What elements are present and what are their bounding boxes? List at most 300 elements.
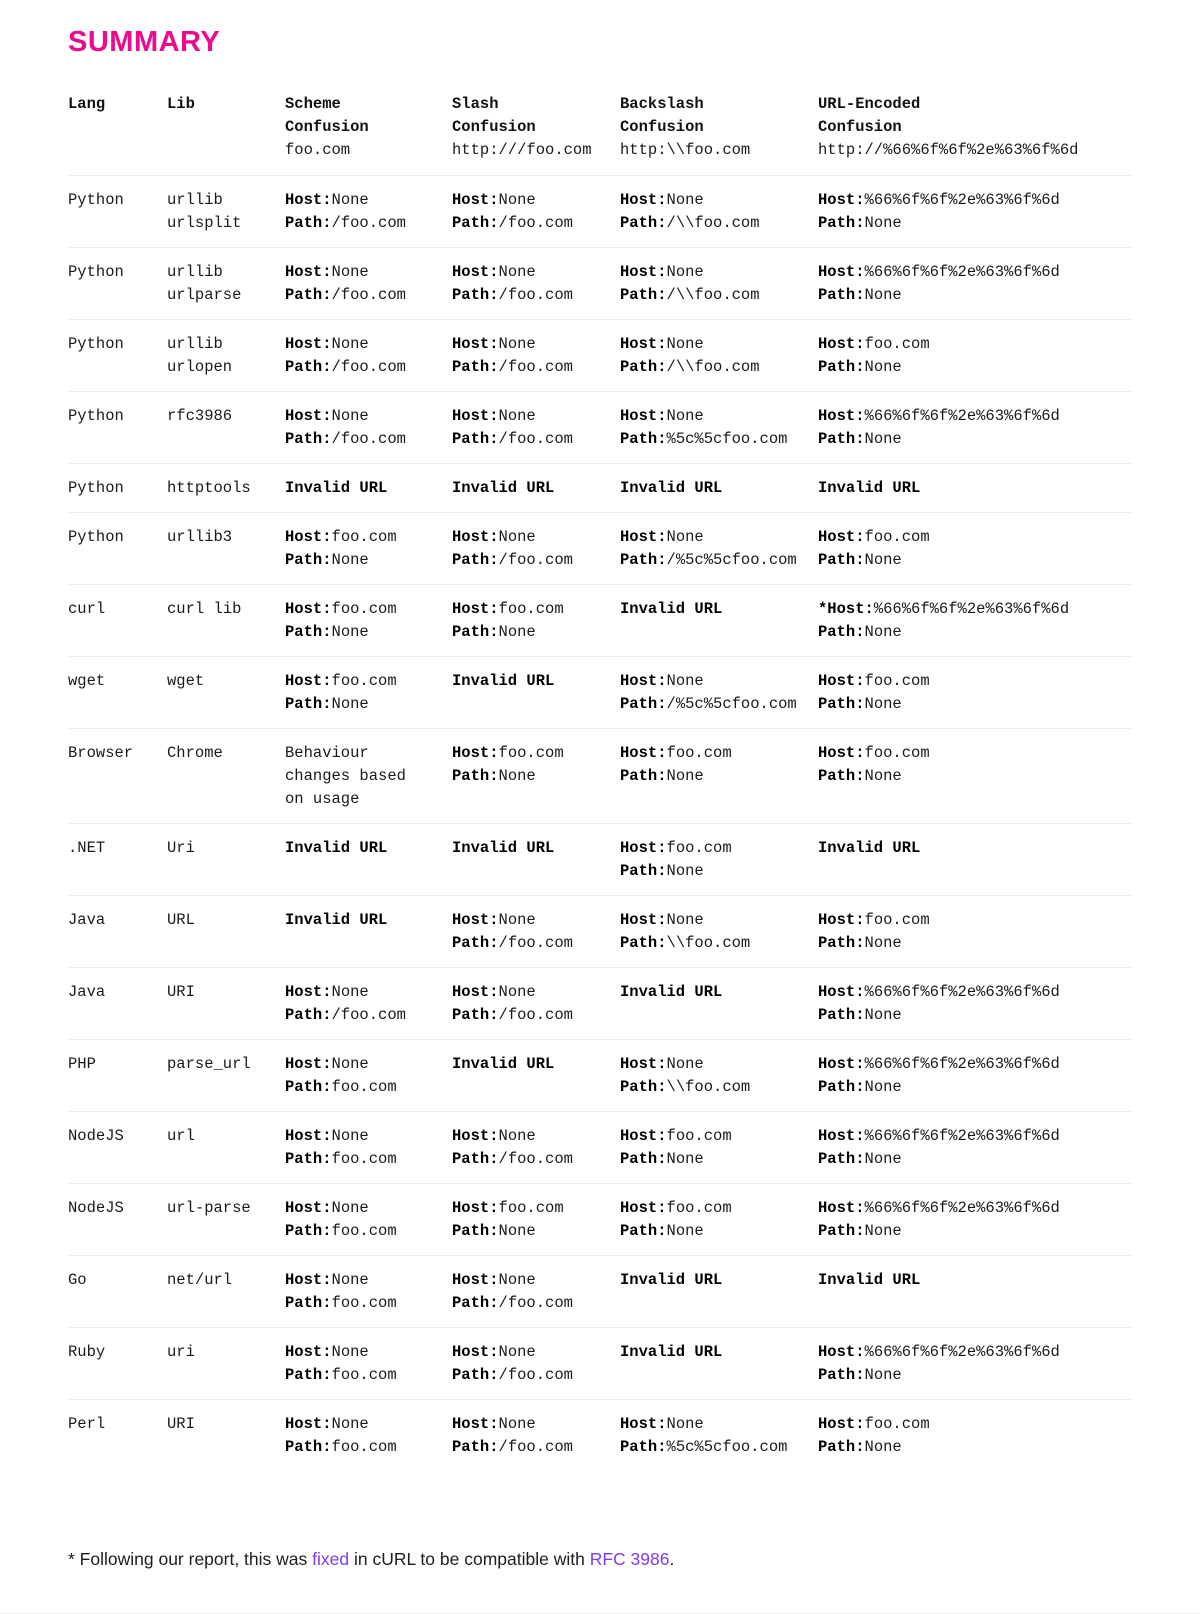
path-line: Path:None — [818, 214, 902, 232]
column-header-line: Backslash — [620, 95, 704, 113]
path-line: Path:None — [620, 1150, 704, 1168]
lang-label: Python — [68, 407, 124, 425]
table-row — [68, 656, 1132, 728]
path-label: Path: — [620, 1222, 667, 1240]
path-label: Path: — [818, 1006, 865, 1024]
result-cell — [452, 477, 620, 500]
result-cell — [818, 1341, 1132, 1387]
result-cell — [620, 981, 818, 1027]
host-label: Host: — [452, 1199, 499, 1217]
host-label: Host: — [620, 1415, 667, 1433]
path-label: Path: — [620, 695, 667, 713]
path-label: Path: — [620, 1078, 667, 1096]
path-label: Path: — [818, 1078, 865, 1096]
host-line: Host:None — [285, 191, 369, 209]
host-line: Host:foo.com — [818, 1415, 930, 1433]
host-label: Host: — [452, 983, 499, 1001]
result-cell — [620, 837, 818, 883]
footnote-text: in cURL to be compatible with — [349, 1549, 590, 1569]
path-line: Path:foo.com — [285, 1222, 397, 1240]
host-line: Host:None — [285, 1199, 369, 1217]
table-row — [68, 319, 1132, 391]
host-label: Host: — [285, 1199, 332, 1217]
host-label: Host: — [620, 528, 667, 546]
result-cell — [452, 1341, 620, 1387]
behaviour-note-line: Behaviour — [285, 744, 369, 762]
result-cell — [285, 333, 452, 379]
path-line: Path:foo.com — [285, 1294, 397, 1312]
path-label: Path: — [285, 430, 332, 448]
lang-cell — [68, 1125, 167, 1171]
result-cell — [452, 1053, 620, 1099]
host-line: Host:None — [452, 1415, 536, 1433]
host-label: Host: — [285, 672, 332, 690]
path-line: Path:/%5c%5cfoo.com — [620, 551, 797, 569]
lang-cell — [68, 405, 167, 451]
invalid-url-label: Invalid URL — [620, 479, 723, 497]
host-line: Host:None — [285, 407, 369, 425]
host-label: Host: — [818, 1199, 865, 1217]
result-cell — [285, 742, 452, 811]
path-line: Path:%5c%5cfoo.com — [620, 1438, 788, 1456]
host-line: Host:foo.com — [818, 744, 930, 762]
path-label: Path: — [452, 286, 499, 304]
path-label: Path: — [818, 358, 865, 376]
column-header — [167, 93, 285, 162]
host-line: Host:None — [452, 1127, 536, 1145]
host-label: Host: — [818, 1127, 865, 1145]
path-label: Path: — [620, 358, 667, 376]
host-line: Host:foo.com — [818, 911, 930, 929]
host-line: Host:None — [452, 1343, 536, 1361]
host-label: Host: — [452, 1343, 499, 1361]
path-line: Path:foo.com — [285, 1438, 397, 1456]
host-line: Host:None — [285, 263, 369, 281]
path-line: Path:None — [818, 1078, 902, 1096]
host-line: Host:%66%6f%6f%2e%63%6f%6d — [818, 1055, 1060, 1073]
table-row — [68, 1039, 1132, 1111]
lib-cell — [167, 909, 285, 955]
column-header-line: Confusion — [818, 118, 902, 136]
host-line: Host:None — [452, 335, 536, 353]
path-line: Path:None — [818, 286, 902, 304]
host-line: Host:None — [285, 1415, 369, 1433]
host-line: Host:foo.com — [285, 528, 397, 546]
result-cell — [285, 526, 452, 572]
lib-label: urllib — [167, 191, 223, 209]
result-cell — [452, 189, 620, 235]
result-cell — [818, 1125, 1132, 1171]
host-label: Host: — [285, 600, 332, 618]
rfc-3986-link[interactable]: RFC 3986 — [589, 1549, 670, 1569]
lang-cell — [68, 742, 167, 811]
result-cell — [452, 333, 620, 379]
result-cell — [285, 598, 452, 644]
host-line: Host:None — [285, 983, 369, 1001]
result-cell — [285, 670, 452, 716]
host-label: Host: — [620, 672, 667, 690]
lib-label: urlopen — [167, 358, 233, 376]
result-cell — [452, 837, 620, 883]
host-line: Host:None — [620, 191, 704, 209]
result-cell — [620, 909, 818, 955]
host-line: Host:None — [285, 1271, 369, 1289]
lib-cell — [167, 981, 285, 1027]
table-header — [68, 93, 1132, 175]
footnote-text: * Following our report, this was — [68, 1549, 313, 1569]
path-line: Path:None — [818, 1222, 902, 1240]
invalid-url-label: Invalid URL — [620, 1343, 723, 1361]
host-line: Host:None — [285, 335, 369, 353]
host-label: Host: — [620, 1127, 667, 1145]
path-line: Path:None — [620, 862, 704, 880]
lang-label: NodeJS — [68, 1127, 124, 1145]
table-row — [68, 512, 1132, 584]
host-line: Host:foo.com — [285, 672, 397, 690]
host-line: Host:None — [620, 1415, 704, 1433]
path-label: Path: — [818, 1366, 865, 1384]
footnote — [68, 1549, 1132, 1570]
host-label: Host: — [620, 744, 667, 762]
result-cell — [818, 837, 1132, 883]
table-row — [68, 895, 1132, 967]
column-header-line: Scheme — [285, 95, 341, 113]
path-line: Path:None — [818, 1438, 902, 1456]
path-line: Path:/foo.com — [285, 358, 406, 376]
host-label: Host: — [818, 191, 865, 209]
column-header — [620, 93, 818, 162]
lib-cell — [167, 189, 285, 235]
lib-label: httptools — [167, 479, 251, 497]
path-label: Path: — [620, 551, 667, 569]
path-label: Path: — [818, 695, 865, 713]
lang-label: Perl — [68, 1415, 106, 1433]
lib-cell — [167, 742, 285, 811]
host-label: Host: — [452, 744, 499, 762]
host-line: Host:%66%6f%6f%2e%63%6f%6d — [818, 983, 1060, 1001]
lang-label: Python — [68, 263, 124, 281]
path-label: Path: — [285, 358, 332, 376]
host-line: Host:None — [285, 1343, 369, 1361]
result-cell — [620, 333, 818, 379]
lib-cell — [167, 1125, 285, 1171]
path-label: Path: — [818, 1150, 865, 1168]
host-label: Host: — [285, 335, 332, 353]
path-label: Path: — [620, 862, 667, 880]
invalid-url-label: Invalid URL — [818, 839, 921, 857]
host-line: Host:None — [285, 1055, 369, 1073]
path-line: Path:None — [818, 1150, 902, 1168]
path-line: Path:/foo.com — [285, 286, 406, 304]
path-line: Path:None — [285, 551, 369, 569]
path-line: Path:None — [452, 1222, 536, 1240]
path-label: Path: — [452, 430, 499, 448]
lang-cell — [68, 1269, 167, 1315]
path-line: Path:/\\foo.com — [620, 286, 760, 304]
table-row — [68, 1327, 1132, 1399]
result-cell — [452, 1269, 620, 1315]
path-label: Path: — [452, 623, 499, 641]
lang-label: Java — [68, 983, 106, 1001]
host-label: Host: — [285, 1271, 332, 1289]
host-line: Host:%66%6f%6f%2e%63%6f%6d — [818, 263, 1060, 281]
host-label: Host: — [452, 263, 499, 281]
result-cell — [620, 526, 818, 572]
lang-label: Python — [68, 335, 124, 353]
footnote-text: . — [669, 1549, 675, 1569]
lang-cell — [68, 837, 167, 883]
path-label: Path: — [452, 1294, 499, 1312]
path-label: Path: — [620, 1438, 667, 1456]
result-cell — [620, 1341, 818, 1387]
result-cell — [452, 1197, 620, 1243]
path-line: Path:\\foo.com — [620, 1078, 751, 1096]
path-line: Path:/foo.com — [452, 1006, 573, 1024]
result-cell — [452, 405, 620, 451]
result-cell — [620, 742, 818, 811]
host-line: Host:None — [452, 983, 536, 1001]
path-line: Path:\\foo.com — [620, 934, 751, 952]
path-line: Path:/foo.com — [452, 551, 573, 569]
host-label: Host: — [285, 407, 332, 425]
host-line: Host:foo.com — [620, 839, 732, 857]
table-row — [68, 823, 1132, 895]
column-header-line: Confusion — [452, 118, 536, 136]
lib-label: Uri — [167, 839, 195, 857]
invalid-url-label: Invalid URL — [818, 1271, 921, 1289]
lang-label: NodeJS — [68, 1199, 124, 1217]
result-cell — [620, 1269, 818, 1315]
lang-cell — [68, 189, 167, 235]
host-label: Host: — [285, 528, 332, 546]
path-line: Path:/foo.com — [285, 1006, 406, 1024]
path-line: Path:foo.com — [285, 1150, 397, 1168]
column-example-url: foo.com — [285, 141, 351, 159]
path-label: Path: — [818, 286, 865, 304]
table-row — [68, 175, 1132, 247]
host-label: Host: — [818, 1055, 865, 1073]
lib-label: wget — [167, 672, 205, 690]
host-label: Host: — [452, 407, 499, 425]
lang-cell — [68, 1197, 167, 1243]
column-header — [818, 93, 1132, 162]
path-line: Path:foo.com — [285, 1366, 397, 1384]
host-line: Host:foo.com — [818, 528, 930, 546]
host-line: Host:foo.com — [818, 335, 930, 353]
lang-label: Go — [68, 1271, 87, 1289]
lib-label: urllib — [167, 335, 223, 353]
table-row — [68, 391, 1132, 463]
host-line: Host:None — [452, 407, 536, 425]
host-label: Host: — [285, 1127, 332, 1145]
invalid-url-label: Invalid URL — [620, 983, 723, 1001]
lang-cell — [68, 1413, 167, 1459]
path-label: Path: — [285, 623, 332, 641]
path-line: Path:foo.com — [285, 1078, 397, 1096]
result-cell — [452, 909, 620, 955]
result-cell — [285, 477, 452, 500]
host-label: *Host: — [818, 600, 874, 618]
invalid-url-label: Invalid URL — [452, 1055, 555, 1073]
path-line: Path:/\\foo.com — [620, 358, 760, 376]
result-cell — [620, 1413, 818, 1459]
path-line: Path:/foo.com — [452, 1438, 573, 1456]
host-label: Host: — [818, 407, 865, 425]
path-label: Path: — [818, 767, 865, 785]
host-line: Host:None — [620, 528, 704, 546]
path-label: Path: — [285, 1150, 332, 1168]
host-label: Host: — [818, 1415, 865, 1433]
result-cell — [452, 981, 620, 1027]
lang-label: curl — [68, 600, 106, 618]
path-line: Path:/foo.com — [452, 430, 573, 448]
lib-label: parse_url — [167, 1055, 251, 1073]
path-line: Path:None — [452, 767, 536, 785]
result-cell — [285, 1269, 452, 1315]
path-label: Path: — [452, 214, 499, 232]
lang-cell — [68, 477, 167, 500]
host-line: *Host:%66%6f%6f%2e%63%6f%6d — [818, 600, 1070, 618]
host-label: Host: — [285, 983, 332, 1001]
lib-label: url-parse — [167, 1199, 251, 1217]
lib-label: rfc3986 — [167, 407, 233, 425]
result-cell — [620, 405, 818, 451]
path-line: Path:None — [818, 623, 902, 641]
lang-cell — [68, 1341, 167, 1387]
result-cell — [452, 670, 620, 716]
host-line: Host:None — [620, 911, 704, 929]
table-row — [68, 247, 1132, 319]
result-cell — [818, 1269, 1132, 1315]
result-cell — [620, 670, 818, 716]
result-cell — [452, 1125, 620, 1171]
path-label: Path: — [285, 286, 332, 304]
path-label: Path: — [620, 767, 667, 785]
result-cell — [620, 189, 818, 235]
result-cell — [285, 1341, 452, 1387]
host-line: Host:foo.com — [452, 600, 564, 618]
result-cell — [818, 477, 1132, 500]
result-cell — [285, 1413, 452, 1459]
result-cell — [818, 598, 1132, 644]
host-line: Host:%66%6f%6f%2e%63%6f%6d — [818, 191, 1060, 209]
host-label: Host: — [818, 911, 865, 929]
lib-cell — [167, 837, 285, 883]
host-line: Host:%66%6f%6f%2e%63%6f%6d — [818, 1343, 1060, 1361]
host-label: Host: — [285, 263, 332, 281]
path-label: Path: — [452, 1222, 499, 1240]
host-label: Host: — [620, 407, 667, 425]
path-label: Path: — [818, 1438, 865, 1456]
column-example-url: http:///foo.com — [452, 141, 592, 159]
path-line: Path:/foo.com — [452, 358, 573, 376]
path-label: Path: — [285, 1078, 332, 1096]
path-line: Path:/foo.com — [285, 214, 406, 232]
lib-cell — [167, 405, 285, 451]
host-label: Host: — [818, 983, 865, 1001]
host-label: Host: — [452, 1415, 499, 1433]
invalid-url-label: Invalid URL — [620, 600, 723, 618]
result-cell — [818, 189, 1132, 235]
result-cell — [818, 333, 1132, 379]
lib-label: urlparse — [167, 286, 242, 304]
lib-cell — [167, 1197, 285, 1243]
result-cell — [818, 742, 1132, 811]
lib-cell — [167, 1053, 285, 1099]
path-line: Path:/\\foo.com — [620, 214, 760, 232]
result-cell — [620, 1125, 818, 1171]
path-line: Path:%5c%5cfoo.com — [620, 430, 788, 448]
lib-cell — [167, 598, 285, 644]
result-cell — [818, 1053, 1132, 1099]
path-line: Path:None — [285, 623, 369, 641]
path-line: Path:None — [620, 1222, 704, 1240]
invalid-url-label: Invalid URL — [285, 839, 388, 857]
host-label: Host: — [818, 528, 865, 546]
lang-cell — [68, 981, 167, 1027]
lib-label: net/url — [167, 1271, 233, 1289]
table-row — [68, 463, 1132, 512]
path-label: Path: — [452, 1150, 499, 1168]
invalid-url-label: Invalid URL — [452, 479, 555, 497]
host-label: Host: — [452, 1271, 499, 1289]
path-label: Path: — [285, 1366, 332, 1384]
lang-label: Python — [68, 528, 124, 546]
path-label: Path: — [620, 286, 667, 304]
host-label: Host: — [452, 600, 499, 618]
path-label: Path: — [818, 1222, 865, 1240]
host-line: Host:foo.com — [620, 1127, 732, 1145]
host-line: Host:None — [452, 191, 536, 209]
path-line: Path:None — [818, 358, 902, 376]
lib-label: urlsplit — [167, 214, 242, 232]
host-label: Host: — [285, 191, 332, 209]
table-body — [68, 175, 1132, 1471]
column-header — [452, 93, 620, 162]
host-label: Host: — [620, 1199, 667, 1217]
lang-label: Python — [68, 479, 124, 497]
path-line: Path:None — [818, 1006, 902, 1024]
path-line: Path:None — [818, 767, 902, 785]
fixed-link[interactable]: fixed — [312, 1549, 350, 1569]
path-line: Path:/foo.com — [452, 214, 573, 232]
lib-cell — [167, 526, 285, 572]
path-label: Path: — [285, 1006, 332, 1024]
lang-cell — [68, 526, 167, 572]
host-label: Host: — [620, 1055, 667, 1073]
result-cell — [285, 909, 452, 955]
column-header-line: Lang — [68, 95, 106, 113]
path-line: Path:None — [818, 695, 902, 713]
host-line: Host:foo.com — [620, 1199, 732, 1217]
result-cell — [285, 1053, 452, 1099]
result-cell — [818, 526, 1132, 572]
invalid-url-label: Invalid URL — [818, 479, 921, 497]
lib-cell — [167, 333, 285, 379]
path-label: Path: — [620, 934, 667, 952]
column-header-line: Confusion — [285, 118, 369, 136]
lib-cell — [167, 1341, 285, 1387]
path-line: Path:None — [818, 1366, 902, 1384]
lang-cell — [68, 670, 167, 716]
column-header-line: Lib — [167, 95, 195, 113]
lang-cell — [68, 1053, 167, 1099]
lang-label: Java — [68, 911, 106, 929]
lang-cell — [68, 598, 167, 644]
host-line: Host:foo.com — [452, 744, 564, 762]
path-label: Path: — [818, 623, 865, 641]
result-cell — [452, 1413, 620, 1459]
